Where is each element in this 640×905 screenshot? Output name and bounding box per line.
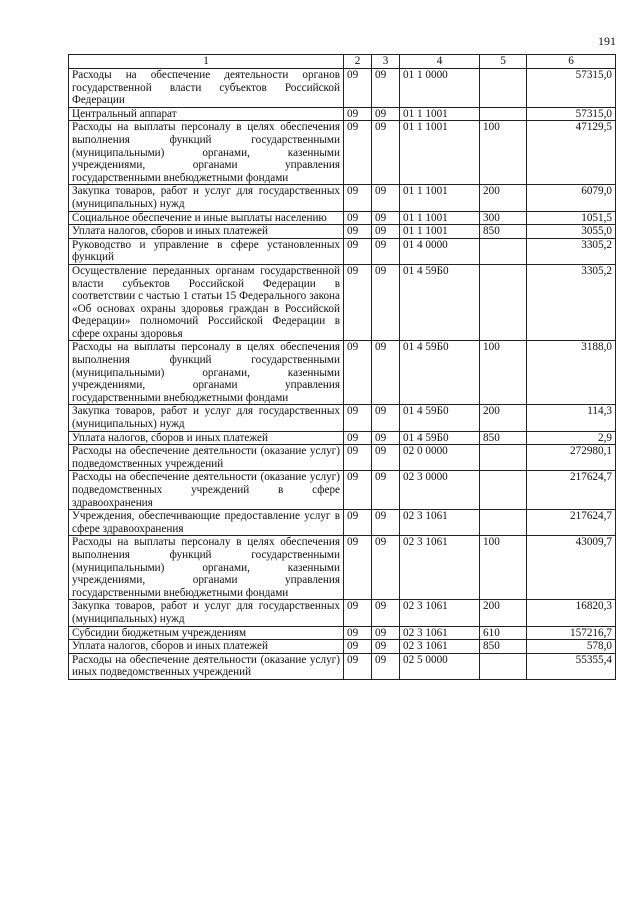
row-amount-cell: 57315,0 [527,107,616,121]
row-subsection-cell: 09 [372,471,400,510]
table-row [69,626,616,640]
row-section-cell: 09 [344,600,372,626]
row-target-article-cell: 01 4 0000 [400,238,480,264]
row-section-cell: 09 [344,211,372,225]
row-section-cell: 09 [344,225,372,239]
row-target-article-cell: 02 3 1061 [400,536,480,600]
table-row [69,510,616,536]
row-subsection-cell: 09 [372,600,400,626]
table-row [69,107,616,121]
row-subsection-cell: 09 [372,626,400,640]
row-subsection-cell: 09 [372,405,400,431]
table-row [69,471,616,510]
row-amount-cell: 272980,1 [527,445,616,471]
row-amount-cell: 2,9 [527,431,616,445]
row-target-article-cell: 01 1 1001 [400,185,480,211]
column-header-2: 2 [344,55,372,69]
row-section-cell: 09 [344,626,372,640]
row-target-article-cell: 01 4 59Б0 [400,431,480,445]
table-row [69,121,616,185]
row-name-cell: Расходы на обеспечение деятельности (оказание услуг) подведомственных учреждений в сфере здравоохранения [69,471,344,510]
table-row [69,405,616,431]
row-expense-type-cell: 100 [480,121,527,185]
row-name-cell: Расходы на выплаты персоналу в целях обеспечения выполнения функций государственными (муниципальными) органами, казенными учреждениями, органами управления государственными внебюджетными фондами [69,536,344,600]
row-name-cell: Расходы на выплаты персоналу в целях обеспечения выполнения функций государственными (муниципальными) органами, казенными учреждениями, органами управления государственными внебюджетными фондами [69,341,344,405]
row-expense-type-cell: 300 [480,211,527,225]
row-name-cell: Руководство и управление в сфере установленных функций [69,238,344,264]
row-section-cell: 09 [344,69,372,108]
row-subsection-cell: 09 [372,238,400,264]
column-header-6: 6 [527,55,616,69]
table-row [69,445,616,471]
table-row [69,653,616,679]
row-section-cell: 09 [344,536,372,600]
row-section-cell: 09 [344,185,372,211]
column-header-3: 3 [372,55,400,69]
row-target-article-cell: 01 4 59Б0 [400,264,480,341]
row-amount-cell: 157216,7 [527,626,616,640]
row-expense-type-cell: 850 [480,431,527,445]
row-name-cell: Закупка товаров, работ и услуг для государственных (муниципальных) нужд [69,405,344,431]
row-section-cell: 09 [344,431,372,445]
row-amount-cell: 6079,0 [527,185,616,211]
row-target-article-cell: 02 0 0000 [400,445,480,471]
row-section-cell: 09 [344,341,372,405]
page-number: 191 [598,34,616,48]
row-subsection-cell: 09 [372,121,400,185]
table-row [69,431,616,445]
row-name-cell: Расходы на обеспечение деятельности (оказание услуг) подведомственных учреждений [69,445,344,471]
row-amount-cell: 3305,2 [527,264,616,341]
table-row [69,600,616,626]
row-target-article-cell: 01 1 1001 [400,107,480,121]
row-name-cell: Субсидии бюджетным учреждениям [69,626,344,640]
row-expense-type-cell: 100 [480,341,527,405]
row-amount-cell: 3188,0 [527,341,616,405]
row-subsection-cell: 09 [372,264,400,341]
row-expense-type-cell [480,653,527,679]
budget-table [68,54,616,680]
row-target-article-cell: 01 4 59Б0 [400,405,480,431]
row-amount-cell: 16820,3 [527,600,616,626]
table-row [69,211,616,225]
row-subsection-cell: 09 [372,225,400,239]
column-header-5: 5 [480,55,527,69]
row-section-cell: 09 [344,510,372,536]
row-expense-type-cell [480,238,527,264]
row-target-article-cell: 01 1 1001 [400,121,480,185]
row-target-article-cell: 01 1 1001 [400,225,480,239]
table-row [69,264,616,341]
table-row [69,225,616,239]
row-expense-type-cell [480,69,527,108]
row-section-cell: 09 [344,264,372,341]
row-section-cell: 09 [344,653,372,679]
row-subsection-cell: 09 [372,341,400,405]
row-name-cell: Учреждения, обеспечивающие предоставление услуг в сфере здравоохранения [69,510,344,536]
row-section-cell: 09 [344,121,372,185]
row-name-cell: Закупка товаров, работ и услуг для государственных (муниципальных) нужд [69,600,344,626]
row-target-article-cell: 02 3 1061 [400,600,480,626]
row-subsection-cell: 09 [372,69,400,108]
table-body [69,69,616,680]
table-row [69,69,616,108]
row-section-cell: 09 [344,640,372,654]
row-target-article-cell: 02 3 1061 [400,626,480,640]
row-target-article-cell: 02 5 0000 [400,653,480,679]
row-expense-type-cell [480,510,527,536]
row-target-article-cell: 02 3 1061 [400,510,480,536]
row-subsection-cell: 09 [372,445,400,471]
row-subsection-cell: 09 [372,107,400,121]
row-amount-cell: 3055,0 [527,225,616,239]
row-amount-cell: 55355,4 [527,653,616,679]
column-header-1: 1 [69,55,344,69]
row-expense-type-cell: 100 [480,536,527,600]
row-name-cell: Уплата налогов, сборов и иных платежей [69,431,344,445]
row-name-cell: Расходы на выплаты персоналу в целях обеспечения выполнения функций государственными (муниципальными) органами, казенными учреждениями, органами управления государственными внебюджетными фондами [69,121,344,185]
row-target-article-cell: 01 4 59Б0 [400,341,480,405]
row-name-cell: Расходы на обеспечение деятельности органов государственной власти субъектов Российской Федерации [69,69,344,108]
row-name-cell: Центральный аппарат [69,107,344,121]
row-section-cell: 09 [344,471,372,510]
table-row [69,238,616,264]
row-subsection-cell: 09 [372,536,400,600]
table-row [69,341,616,405]
row-expense-type-cell: 610 [480,626,527,640]
row-expense-type-cell [480,264,527,341]
row-section-cell: 09 [344,405,372,431]
row-target-article-cell: 02 3 0000 [400,471,480,510]
row-amount-cell: 578,0 [527,640,616,654]
row-name-cell: Уплата налогов, сборов и иных платежей [69,640,344,654]
row-expense-type-cell: 200 [480,600,527,626]
table-row [69,185,616,211]
row-expense-type-cell [480,107,527,121]
row-name-cell: Социальное обеспечение и иные выплаты населению [69,211,344,225]
row-subsection-cell: 09 [372,653,400,679]
row-subsection-cell: 09 [372,431,400,445]
row-amount-cell: 217624,7 [527,510,616,536]
table-row [69,640,616,654]
row-amount-cell: 114,3 [527,405,616,431]
row-name-cell: Закупка товаров, работ и услуг для государственных (муниципальных) нужд [69,185,344,211]
row-expense-type-cell [480,471,527,510]
row-target-article-cell: 01 1 1001 [400,211,480,225]
row-amount-cell: 1051,5 [527,211,616,225]
row-section-cell: 09 [344,107,372,121]
row-amount-cell: 3305,2 [527,238,616,264]
row-expense-type-cell [480,445,527,471]
row-target-article-cell: 01 1 0000 [400,69,480,108]
table-header [69,55,616,69]
row-amount-cell: 57315,0 [527,69,616,108]
row-expense-type-cell: 200 [480,185,527,211]
row-section-cell: 09 [344,445,372,471]
row-expense-type-cell: 850 [480,640,527,654]
table-row [69,536,616,600]
row-subsection-cell: 09 [372,510,400,536]
row-expense-type-cell: 200 [480,405,527,431]
row-amount-cell: 43009,7 [527,536,616,600]
row-subsection-cell: 09 [372,211,400,225]
row-name-cell: Уплата налогов, сборов и иных платежей [69,225,344,239]
row-name-cell: Осуществление переданных органам государственной власти субъектов Российской Федерации в соответствии с частью 1 статьи 15 Федерального закона «Об основах охраны здоровья граждан в Российской Федерации» полномочий Российской Федерации в сфере охраны здоровья [69,264,344,341]
row-subsection-cell: 09 [372,185,400,211]
row-subsection-cell: 09 [372,640,400,654]
row-section-cell: 09 [344,238,372,264]
header-row [69,55,616,69]
row-amount-cell: 217624,7 [527,471,616,510]
row-name-cell: Расходы на обеспечение деятельности (оказание услуг) иных подведомственных учреждений [69,653,344,679]
row-target-article-cell: 02 3 1061 [400,640,480,654]
column-header-4: 4 [400,55,480,69]
row-amount-cell: 47129,5 [527,121,616,185]
row-expense-type-cell: 850 [480,225,527,239]
